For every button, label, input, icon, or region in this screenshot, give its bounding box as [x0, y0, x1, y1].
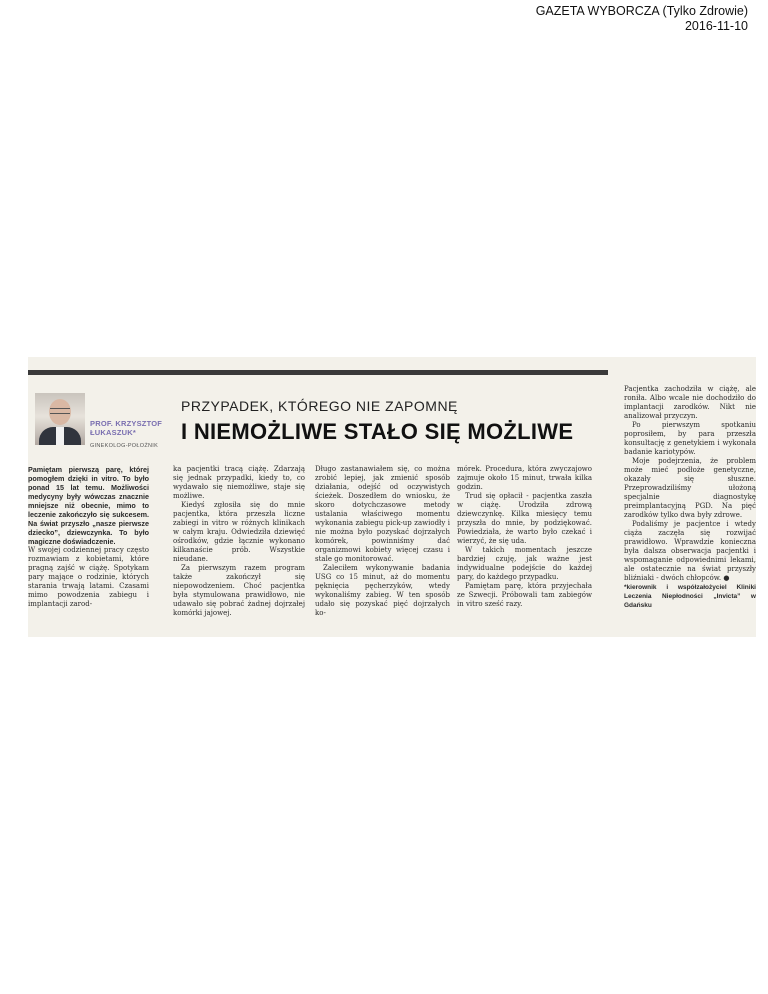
newspaper-clipping [28, 357, 756, 637]
author-photo [35, 393, 85, 445]
paragraph: Podaliśmy je pacjentce i wtedy ciąża zaczęła się rozwijać prawidłowo. Wprawdzie konieczna była dalsza obserwacja pacjentki i wspomaganie odpowiednimi lekami, ale ostatecznie na świat przyszły bliźniaki - dwóch chłopców. ● [624, 520, 756, 582]
author-name: PROF. KRZYSZTOF ŁUKASZUK* [90, 419, 163, 437]
paragraph: Za pierwszym razem program także zakończył się niepowodzeniem. Choć pacjentka była stymulowana prawidłowo, nie udawało się pobrać żadnej dojrzałej komórki jajowej. [173, 564, 305, 617]
paragraph: W takich momentach jeszcze bardziej czuję, jak ważne jest indywidualne podejście do każdej pary, do każdego przypadku. [457, 546, 592, 581]
column-2 [173, 465, 305, 618]
column-3 [315, 465, 450, 618]
source-line [536, 4, 748, 34]
paragraph: Kiedyś zgłosiła się do mnie pacjentka, która przeszła liczne zabiegi in vitro w różnych klinikach w całym kraju. Odwiedziła dziewięć ośrodków, gdzie łącznie wykonano kilkanaście prób. Wszystkie nieudane. [173, 501, 305, 563]
article-lead: Pamiętam pierwszą parę, której pomogłem dzięki in vitro. To było ponad 15 lat temu. Możliwości medycyny były wówczas znacznie mniejsze niż obecnie, mimo to leczenie zakończyło się sukcesem. Na świat przyszło „nasze pierwsze dziecko”, dziewczynka. To było magiczne doświadczenie. [28, 465, 149, 546]
column-4 [457, 465, 592, 609]
paragraph: Pacjentka zachodziła w ciążę, ale roniła. Albo wcale nie dochodziło do implantacji zarodków. Nikt nie analizował przyczyn. [624, 385, 756, 420]
column-5 [624, 385, 756, 610]
paragraph: Po pierwszym spotkaniu poprosiłem, by para przeszła konsultację z genetykiem i wykonała badanie kariotypów. [624, 421, 756, 456]
paragraph: Trud się opłacił - pacjentka zaszła w ciążę. Urodziła zdrową dziewczynkę. Kilka miesięcy temu przyszła do mnie, by podziękować. Powiedziała, że warto było czekać i wierzyć, że się uda. [457, 492, 592, 545]
paragraph: mórek. Procedura, która zwyczajowo zajmuje około 15 minut, trwała kilka godzin. [457, 465, 592, 491]
header-rule [28, 370, 608, 375]
paragraph: Długo zastanawiałem się, co można zrobić lepiej, jak zmienić sposób działania, odejść od oczywistych ścieżek. Doszedłem do wniosku, że skoro dotychczasowe metody ustalania właściwego momentu wykonania zabiegu pick-up zawiodły i nie można było pozyskać dojrzałych komórek, powinniśmy dać organizmowi kobiety więcej czasu i stale go monitorować. [315, 465, 450, 563]
column-1 [28, 465, 149, 609]
paragraph: ka pacjentki tracą ciążę. Zdarzają się jednak przypadki, kiedy to, co wydawało się niemożliwe, staje się możliwe. [173, 465, 305, 500]
paragraph: Moje podejrzenia, że problem może mieć podłoże genetyczne, okazały się słuszne. Przeprowadziliśmy ułożoną specjalnie diagnostykę preimplantacyjną PGD. Na pięć zarodków tylko dwa były zdrowe. [624, 457, 756, 519]
article-kicker: PRZYPADEK, KTÓREGO NIE ZAPOMNĘ [181, 398, 458, 414]
author-footnote: *kierownik i współzałożyciel Kliniki Leczenia Niepłodności „Invicta” w Gdańsku [624, 584, 756, 609]
paragraph: Pamiętam parę, która przyjechała ze Szwecji. Próbowali tam zabiegów in vitro sześć razy. [457, 582, 592, 608]
paragraph: Zaleciłem wykonywanie badania USG co 15 minut, aż do momentu pęknięcia pęcherzyków, wtedy wykonaliśmy zabieg. W ten sposób udało się pozyskać pięć dojrzałych ko- [315, 564, 450, 617]
article-headline: I NIEMOŻLIWE STAŁO SIĘ MOŻLIWE [181, 419, 574, 444]
paragraph: W swojej codziennej pracy często rozmawiam z kobietami, które pragną zajść w ciążę. Spotykam pary mające o rodzinie, których starania trwają latami. Czasami mimo powodzenia zabiegu i implantacji zarod- [28, 546, 149, 608]
author-role: GINEKOLOG-POŁOŻNIK [90, 443, 159, 449]
publication-date: 2016-11-10 [684, 19, 748, 33]
publication-name: GAZETA WYBORCZA (Tylko Zdrowie) [535, 4, 748, 18]
